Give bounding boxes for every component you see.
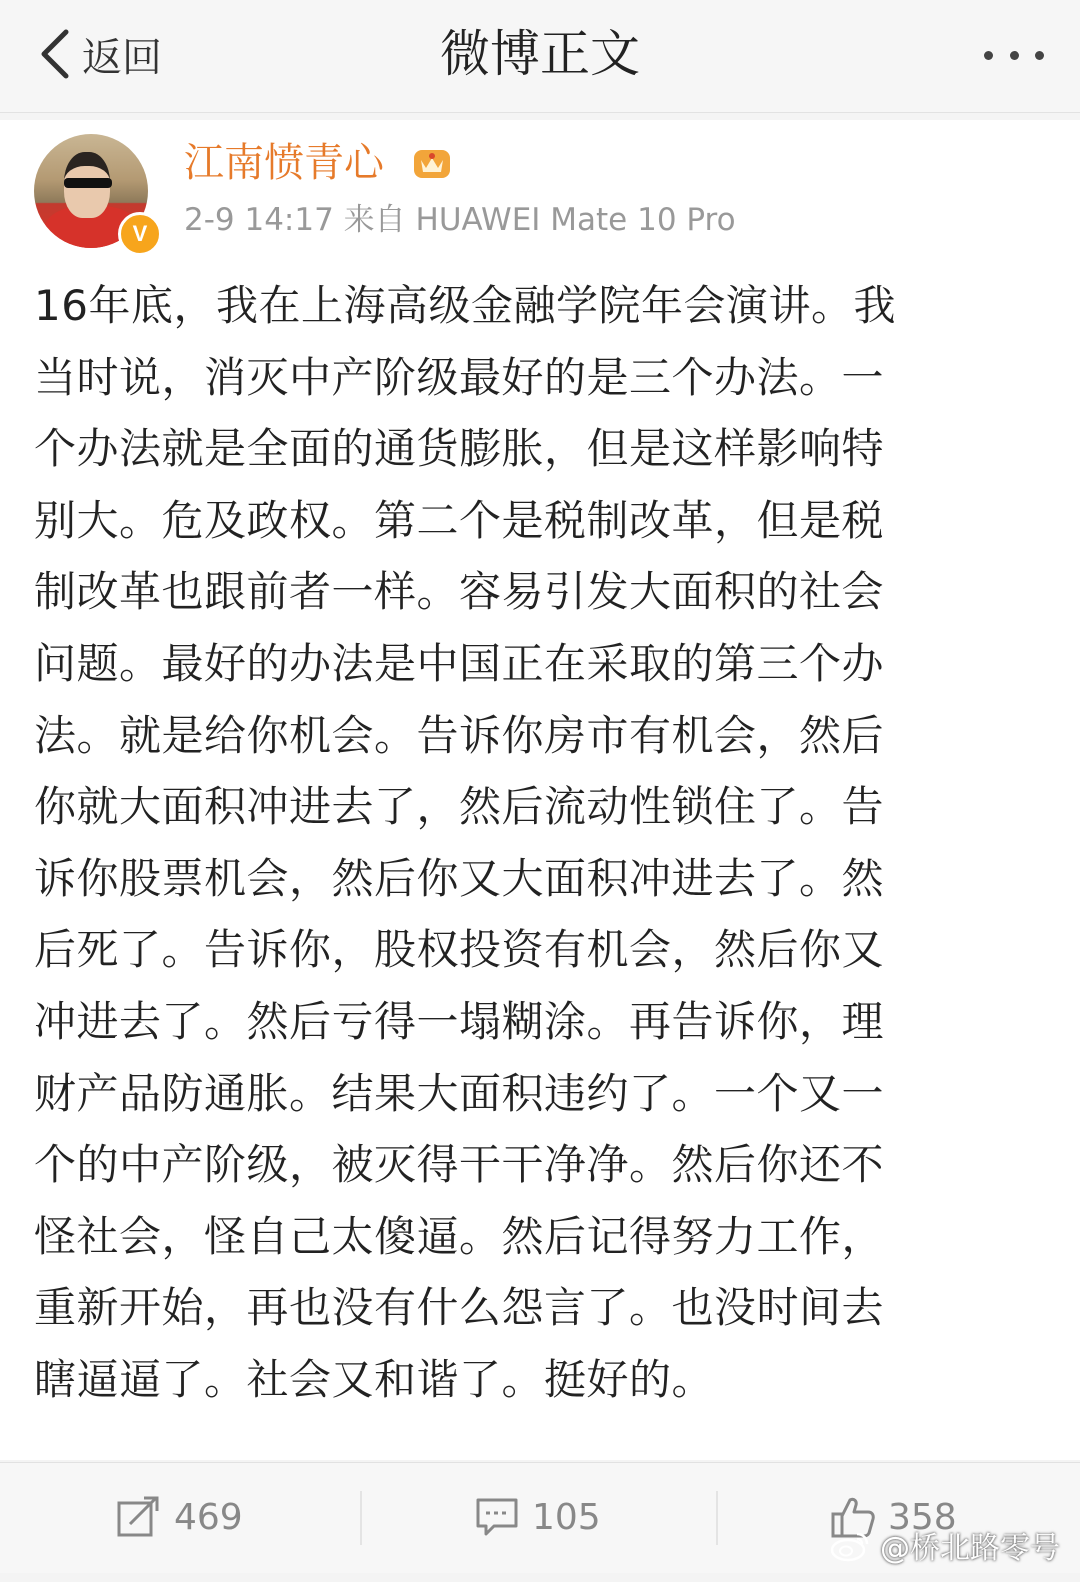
page-title: 微博正文 bbox=[440, 25, 640, 83]
back-label: 返回 bbox=[82, 34, 162, 81]
avatar-glasses bbox=[64, 178, 112, 188]
watermark bbox=[830, 1520, 1060, 1570]
member-crown-icon bbox=[412, 144, 452, 182]
comment-button[interactable] bbox=[474, 1487, 601, 1547]
more-dot-icon bbox=[1010, 51, 1019, 60]
post-card bbox=[0, 120, 1080, 1460]
repost-count: 469 bbox=[174, 1496, 243, 1538]
post-body-text: 16年底，我在上海高级金融学院年会演讲。我 当时说，消灭中产阶级最好的是三个办法。一 个办法就是全面的通货膨胀，但是这样影响特 别大。危及政权。第二个是税制改革，但是税 制改革也跟前者一样。容易引发大面积的社会 问题。最好的办法是中国正在采取的第三个办 法。就是给你机会。告诉你房市有机会，然后 你就大面积冲进去了，然后流动性锁住了。告 诉你股票机会，然后你又大面积冲进去了。然 后死了。告诉你，股权投资有机会，然后你又 冲进去了。然后亏得一塌糊涂。再告诉你，理 财产品防通胀。结果大面积违约了。一个又一 个的中产阶级，被灭得干干净净。然后你还不 怪社会，怪自己太傻逼。然后记得努力工作， 重新开始，再也没有什么怨言了。也没时间去 瞎逼逼了。社会又和谐了。挺好的。 bbox=[34, 281, 896, 1404]
repost-icon bbox=[116, 1494, 162, 1540]
toolbar-divider bbox=[360, 1491, 362, 1545]
watermark-text: @桥北路零号 bbox=[880, 1531, 1060, 1566]
toolbar-divider bbox=[716, 1491, 718, 1545]
more-options-button[interactable] bbox=[984, 30, 1044, 80]
repost-button[interactable] bbox=[116, 1487, 243, 1547]
verified-badge: V bbox=[118, 212, 162, 256]
top-navigation-bar bbox=[0, 0, 1080, 113]
comment-count: 105 bbox=[532, 1496, 601, 1538]
username[interactable]: 江南愤青心 bbox=[184, 140, 384, 186]
weibo-logo-icon bbox=[830, 1528, 870, 1562]
more-dot-icon bbox=[1035, 51, 1044, 60]
post-meta: 2-9 14:17 来自 HUAWEI Mate 10 Pro bbox=[184, 202, 736, 238]
more-dot-icon bbox=[984, 51, 993, 60]
like-count: 358 bbox=[888, 1496, 957, 1538]
comment-icon bbox=[474, 1494, 520, 1540]
